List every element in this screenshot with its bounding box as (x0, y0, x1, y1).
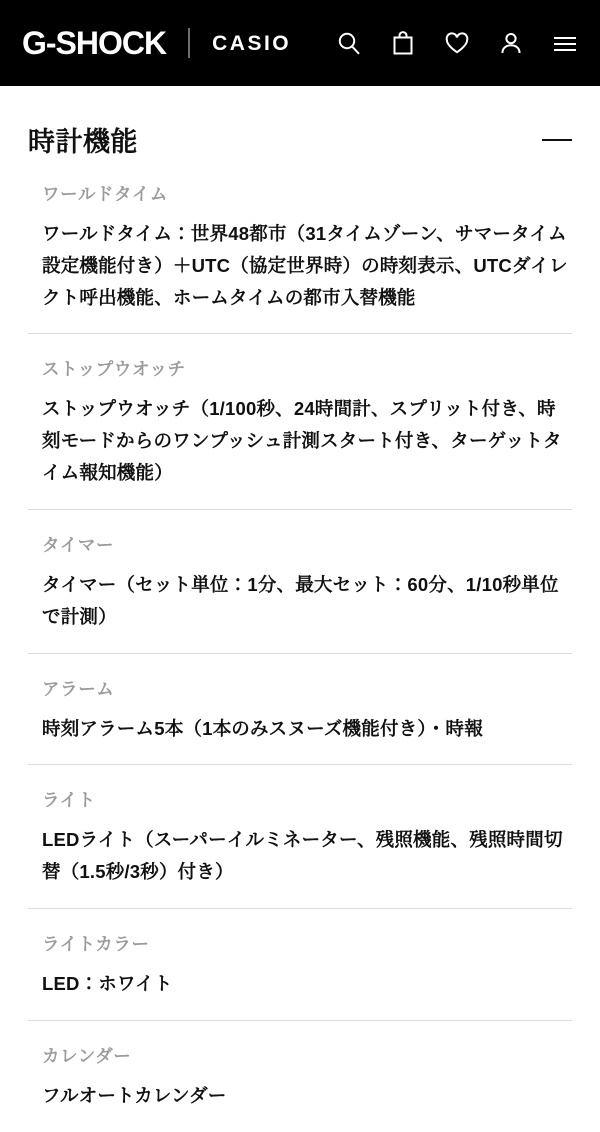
spec-label: タイマー (28, 509, 572, 557)
spec-label: アラーム (28, 653, 572, 701)
gshock-logo[interactable]: G-SHOCK (22, 25, 167, 61)
spec-section-header[interactable] (0, 86, 600, 181)
hamburger-menu-icon[interactable] (552, 30, 578, 56)
list-item (28, 764, 572, 888)
spec-value: タイマー（セット単位：1分、最大セット：60分、1/10秒単位で計測） (42, 573, 559, 627)
logo-divider (188, 28, 190, 58)
list-item (28, 1020, 572, 1112)
spec-list (0, 181, 600, 1112)
list-item (28, 509, 572, 633)
site-header (0, 0, 600, 86)
spec-value: LED：ホワイト (42, 972, 173, 994)
list-item (28, 653, 572, 745)
casio-logo[interactable]: CASIO (212, 31, 292, 55)
spec-label: ライト (28, 764, 572, 812)
spec-label: ライトカラー (28, 908, 572, 956)
spec-value: ストップウオッチ（1/100秒、24時間計、スプリット付き、時刻モードからのワンプッシュ計測スタート付き、ターゲットタイム報知機能） (42, 398, 562, 484)
spec-value: 時刻アラーム5本（1本のみスヌーズ機能付き）・時報 (42, 717, 483, 739)
search-icon[interactable] (336, 30, 362, 56)
heart-icon[interactable] (444, 30, 470, 56)
user-icon[interactable] (498, 30, 524, 56)
list-item (28, 908, 572, 1000)
page-title: 時計機能 (28, 127, 138, 157)
spec-value: LEDライト（スーパーイルミネーター、残照機能、残照時間切替（1.5秒/3秒）付き） (42, 829, 563, 883)
shopping-bag-icon[interactable] (390, 30, 416, 56)
spec-label: ワールドタイム (42, 184, 168, 204)
list-item (28, 181, 572, 313)
spec-value: ワールドタイム：世界48都市（31タイムゾーン、サマータイム設定機能付き）＋UTC（協定世界時）の時刻表示、UTCダイレクト呼出機能、ホームタイムの都市入替機能 (42, 223, 568, 308)
spec-label: カレンダー (28, 1020, 572, 1068)
list-item (28, 333, 572, 488)
spec-value: フルオートカレンダー (42, 1084, 227, 1106)
header-icon-group (336, 30, 584, 56)
minus-collapse-icon[interactable] (542, 125, 572, 155)
spec-label: ストップウオッチ (28, 333, 572, 381)
